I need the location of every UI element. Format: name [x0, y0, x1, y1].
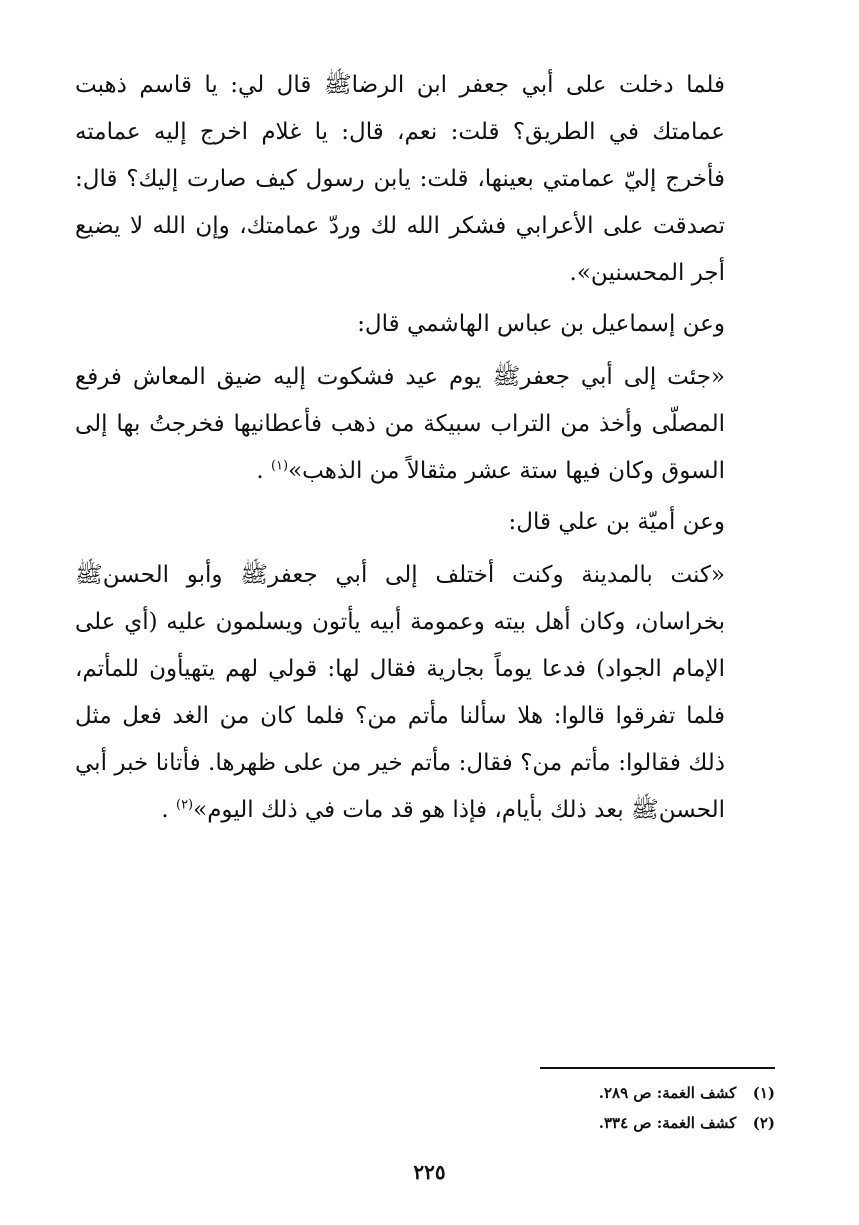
- quote-umayya-mourning: [75, 552, 725, 834]
- quote-ismail-text: «جئت إلى أبي جعفرﷺ يوم عيد فشكوت إليه ضيق المعاش فرفع المصلّى وأخذ من التراب سبيكة من ذهب فأعطانيها فخرجتُ بها إلى السوق وكان فيها ستة عشر مثقالاً من الذهب»: [75, 364, 725, 484]
- footnote-number: (٢): [752, 1114, 775, 1132]
- footnote-text: كشف الغمة: ص ٣٣٤.: [598, 1114, 737, 1132]
- footnote-2: [500, 1108, 775, 1138]
- narrator-intro-umayya: وعن أميّة بن علي قال:: [508, 509, 725, 535]
- footnote-1: [500, 1078, 775, 1108]
- footnote-ref-2[interactable]: (٢): [175, 797, 194, 813]
- quote-ismail-end: .: [256, 458, 264, 484]
- quote-umayya-text: «كنت بالمدينة وكنت أختلف إلى أبي جعفرﷺ وأبو الحسنﷺ بخراسان، وكان أهل بيته وعمومة أبيه يأتون ويسلمون عليه (أي على الإمام الجواد) فدعا يوماً بجارية فقال لها: قولي لهم يتهيأون للمأتم، فلما تفرقوا قالوا: هلا سألنا مأتم من؟ فلما كان من الغد فعل مثل ذلك فقالوا: مأتم من؟ فقال: مأتم خير من على ظهرها. فأتانا خبر أبي الحسنﷺ بعد ذلك بأيام، فإذا هو قد مات في ذلك اليوم»: [75, 562, 725, 823]
- footnote-divider: [540, 1067, 775, 1069]
- footnotes: [500, 1078, 775, 1138]
- quote-umayya-end: .: [161, 797, 169, 823]
- narrator-intro-ismail: وعن إسماعيل بن عباس الهاشمي قال:: [357, 311, 725, 337]
- footnote-ref-1[interactable]: (١): [270, 458, 289, 474]
- footnote-number: (١): [752, 1084, 775, 1102]
- page-body: [75, 62, 725, 838]
- page-number: ٢٢٥: [413, 1160, 446, 1184]
- quote-ismail-gold: [75, 354, 725, 495]
- paragraph-qasim-turban: فلما دخلت على أبي جعفر ابن الرضاﷺ قال لي: يا قاسم ذهبت عمامتك في الطريق؟ قلت: نعم، قال: يا غلام اخرج إليه عمامته فأخرج إليّ عمامتي بعينها، قلت: يابن رسول كيف صارت إليك؟ قال: تصدقت على الأعرابي فشكر الله لك وردّ عمامتك، وإن الله لا يضيع أجر المحسنين».: [75, 72, 725, 286]
- footnote-text: كشف الغمة: ص ٢٨٩.: [598, 1084, 737, 1102]
